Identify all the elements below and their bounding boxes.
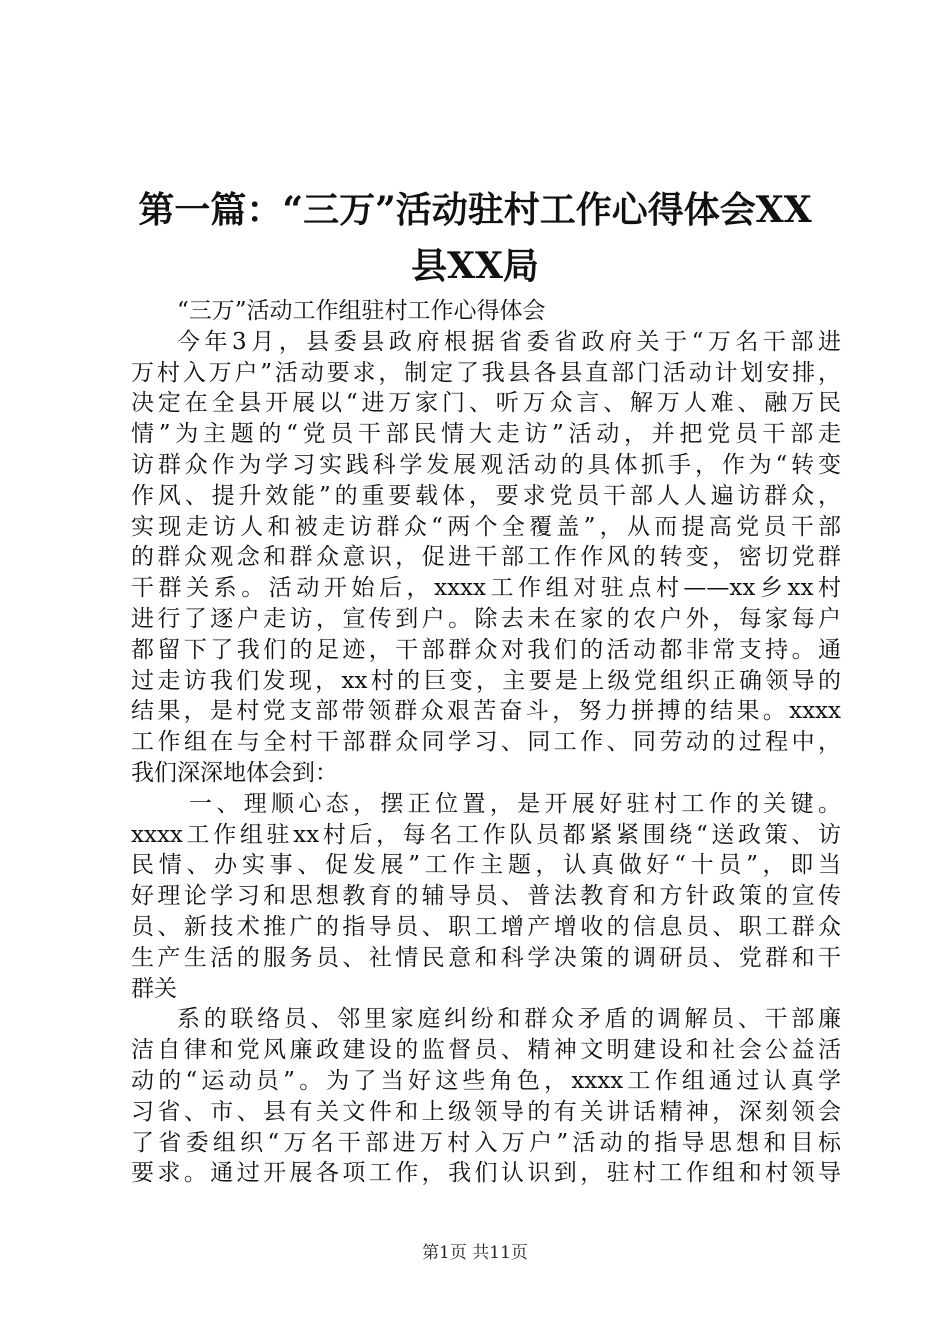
body-line: 作风、提升效能”的重要载体，要求党员干部人人遍访群众，: [131, 482, 841, 509]
body-line: 访群众作为学习实践科学发展观活动的具体抓手，作为“转变: [131, 451, 841, 478]
body-line: 要求。通过开展各项工作，我们认识到，驻村工作组和村领导: [131, 1160, 841, 1187]
body-line: 实现走访人和被走访群众“两个全覆盖”，从而提高党员干部: [131, 513, 841, 540]
body-line: 我们深深地体会到：: [131, 759, 338, 786]
body-line: 了省委组织“万名干部进万村入万户”活动的指导思想和目标: [131, 1129, 841, 1156]
body-line: xxxx工作组驻xx村后，每名工作队员都紧紧围绕“送政策、访: [131, 821, 841, 848]
body-line: 干群关系。活动开始后，xxxx工作组对驻点村——xx乡xx村: [131, 575, 841, 602]
body-line: 系的联络员、邻里家庭纠纷和群众矛盾的调解员、干部廉: [177, 1006, 841, 1033]
body-line: 情”为主题的“党员干部民情大走访”活动，并把党员干部走: [131, 421, 841, 448]
section-heading-line: 一、理顺心态，摆正位置，是开展好驻村工作的关键。: [189, 790, 841, 817]
body-line: 工作组在与全村干部群众同学习、同工作、同劳动的过程中，: [131, 729, 841, 756]
body-line: 洁自律和党风廉政建设的监督员、精神文明建设和社会公益活: [131, 1037, 841, 1064]
body-line: 动的“运动员”。为了当好这些角色，xxxx工作组通过认真学: [131, 1067, 841, 1094]
body-line: 结果，是村党支部带领群众艰苦奋斗，努力拼搏的结果。xxxx: [131, 698, 841, 725]
body-line: 好理论学习和思想教育的辅导员、普法教育和方针政策的宣传: [131, 883, 841, 910]
page-footer: 第1页 共11页: [422, 1243, 528, 1263]
document-body: [131, 296, 841, 1189]
body-line: 生产生活的服务员、社情民意和科学决策的调研员、党群和干: [131, 944, 841, 971]
body-line: 决定在全县开展以“进万家门、听万众言、解万人难、融万民: [131, 390, 841, 417]
body-line: 过走访我们发现，xx村的巨变，主要是上级党组织正确领导的: [131, 667, 841, 694]
body-line: 的群众观念和群众意识，促进干部工作作风的转变，密切党群: [131, 544, 841, 571]
body-line: 员、新技术推广的指导员、职工增产增收的信息员、职工群众: [131, 913, 841, 940]
body-line: 万村入万户”活动要求，制定了我县各县直部门活动计划安排，: [131, 359, 841, 386]
document-title-line-2: 县XX局: [411, 245, 539, 287]
body-line: 今年3月，县委县政府根据省委省政府关于“万名干部进: [177, 328, 841, 355]
body-line: 习省、市、县有关文件和上级领导的有关讲话精神，深刻领会: [131, 1098, 841, 1125]
body-line: 民情、办实事、促发展”工作主题，认真做好“十员”，即当: [131, 852, 841, 879]
document-title-line-1: 第一篇：“三万”活动驻村工作心得体会XX: [138, 189, 812, 231]
subtitle-line: “三万”活动工作组驻村工作心得体会: [177, 298, 546, 324]
body-line: 群关: [131, 975, 177, 1002]
body-line: 都留下了我们的足迹，干部群众对我们的活动都非常支持。通: [131, 636, 841, 663]
body-line: 进行了逐户走访，宣传到户。除去未在家的农户外，每家每户: [131, 605, 841, 632]
